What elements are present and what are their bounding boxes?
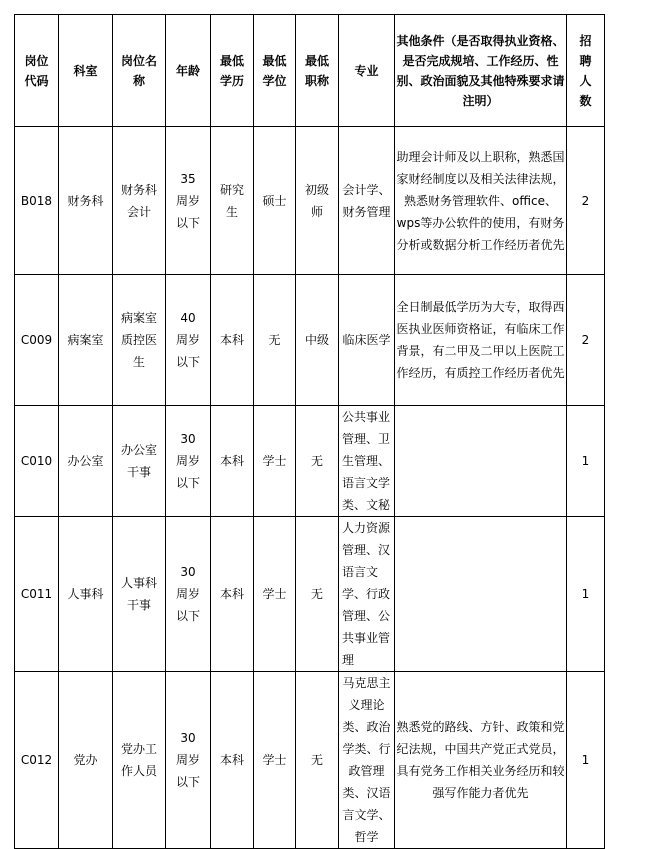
cell-major: 公共事业管理、卫生管理、语言文学类、文秘: [339, 406, 395, 517]
header-count: 招聘人数: [567, 15, 605, 127]
cell-count: 1: [567, 406, 605, 517]
cell-conditions: 全日制最低学历为大专，取得西医执业医师资格证，有临床工作背景，有二甲及二甲以上医院工作经历，有质控工作经历者优先: [395, 275, 567, 406]
cell-age: 30周岁以下: [166, 406, 211, 517]
header-age: 年龄: [166, 15, 211, 127]
cell-conditions: 助理会计师及以上职称，熟悉国家财经制度以及相关法律法规，熟悉财务管理软件、office、wps等办公软件的使用，有财务分析或数据分析工作经历者优先: [395, 127, 567, 275]
table-row: [15, 127, 605, 275]
cell-code: C011: [15, 517, 59, 672]
cell-dept: 病案室: [59, 275, 113, 406]
cell-position: 党办工作人员: [113, 672, 166, 849]
table-row: [15, 406, 605, 517]
cell-dept: 财务科: [59, 127, 113, 275]
recruitment-table: [14, 14, 605, 849]
cell-code: C010: [15, 406, 59, 517]
cell-age: 35周岁以下: [166, 127, 211, 275]
cell-title: 初级师: [296, 127, 339, 275]
table-row: [15, 517, 605, 672]
cell-count: 2: [567, 127, 605, 275]
cell-position: 病案室质控医生: [113, 275, 166, 406]
cell-education: 本科: [211, 672, 254, 849]
cell-title: 无: [296, 517, 339, 672]
cell-title: 无: [296, 672, 339, 849]
cell-code: C009: [15, 275, 59, 406]
cell-major: 会计学、财务管理: [339, 127, 395, 275]
cell-degree: 学士: [254, 517, 296, 672]
header-education: 最低学历: [211, 15, 254, 127]
cell-degree: 硕士: [254, 127, 296, 275]
cell-age: 30周岁以下: [166, 517, 211, 672]
cell-conditions: 熟悉党的路线、方针、政策和党纪法规，中国共产党正式党员，具有党务工作相关业务经历和较强写作能力者优先: [395, 672, 567, 849]
cell-degree: 学士: [254, 672, 296, 849]
header-position: 岗位名称: [113, 15, 166, 127]
cell-degree: 学士: [254, 406, 296, 517]
cell-major: 临床医学: [339, 275, 395, 406]
header-row: [15, 15, 605, 127]
header-dept: 科室: [59, 15, 113, 127]
cell-code: C012: [15, 672, 59, 849]
cell-education: 本科: [211, 406, 254, 517]
cell-age: 40周岁以下: [166, 275, 211, 406]
cell-dept: 办公室: [59, 406, 113, 517]
cell-position: 财务科会计: [113, 127, 166, 275]
header-title: 最低职称: [296, 15, 339, 127]
cell-dept: 人事科: [59, 517, 113, 672]
cell-count: 2: [567, 275, 605, 406]
table-row: [15, 275, 605, 406]
cell-conditions: [395, 517, 567, 672]
table-row: [15, 672, 605, 849]
cell-education: 本科: [211, 517, 254, 672]
cell-position: 办公室干事: [113, 406, 166, 517]
cell-age: 30周岁以下: [166, 672, 211, 849]
cell-education: 本科: [211, 275, 254, 406]
header-conditions: 其他条件（是否取得执业资格、是否完成规培、工作经历、性别、政治面貌及其他特殊要求请注明）: [395, 15, 567, 127]
header-degree: 最低学位: [254, 15, 296, 127]
cell-count: 1: [567, 672, 605, 849]
header-code: 岗位代码: [15, 15, 59, 127]
cell-education: 研究生: [211, 127, 254, 275]
cell-title: 中级: [296, 275, 339, 406]
cell-count: 1: [567, 517, 605, 672]
cell-degree: 无: [254, 275, 296, 406]
cell-conditions: [395, 406, 567, 517]
cell-position: 人事科干事: [113, 517, 166, 672]
cell-code: B018: [15, 127, 59, 275]
cell-major: 人力资源管理、汉语言文学、行政管理、公共事业管理: [339, 517, 395, 672]
cell-major: 马克思主义理论类、政治学类、行政管理类、汉语言文学、哲学: [339, 672, 395, 849]
header-major: 专业: [339, 15, 395, 127]
cell-dept: 党办: [59, 672, 113, 849]
cell-title: 无: [296, 406, 339, 517]
